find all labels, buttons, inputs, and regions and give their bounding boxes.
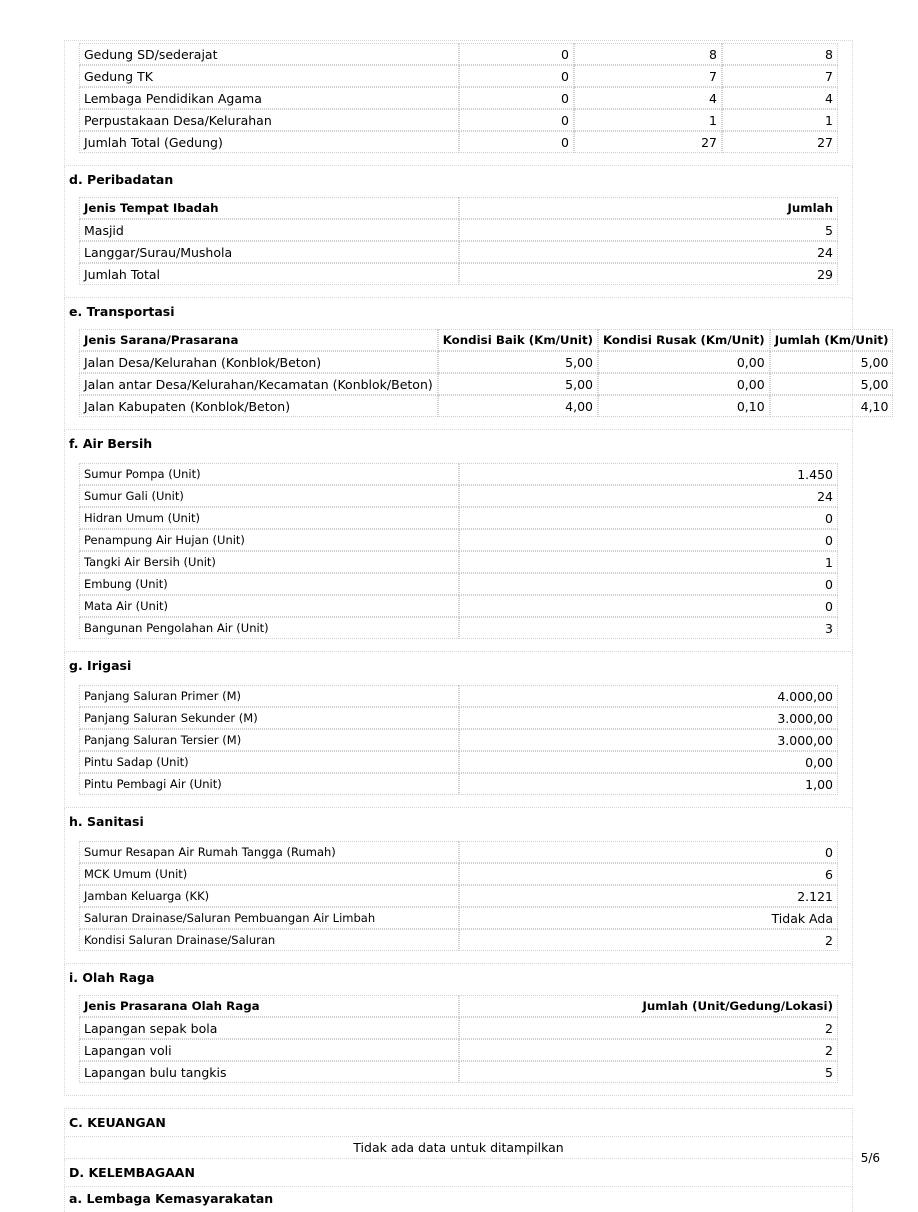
row-label: Sumur Resapan Air Rumah Tangga (Rumah) [79,841,459,863]
section-title: e. Transportasi [69,304,175,319]
table-row [79,131,838,153]
column-header: Jumlah (Unit/Gedung/Lokasi) [459,995,838,1017]
cell-value: 0 [459,131,574,153]
cell-value: 5,00 [770,373,894,395]
row-label: Perpustakaan Desa/Kelurahan [79,109,459,131]
cell-value: 5,00 [770,351,894,373]
table-row [79,219,838,241]
table-row [79,529,838,551]
sanitasi-table [79,841,838,951]
cell-value: 29 [459,263,838,285]
table-row [79,1061,838,1083]
cell-value: 0,00 [459,751,838,773]
cell-value: 3 [459,617,838,639]
table-row [79,617,838,639]
cell-value: 4,00 [438,395,598,417]
section-title: d. Peribadatan [69,172,174,187]
row-label: Gedung SD/sederajat [79,43,459,65]
no-data-message: Tidak ada data untuk ditampilkan [64,1137,853,1159]
table-row [79,485,838,507]
cell-value: 4.000,00 [459,685,838,707]
cell-value: 7 [722,65,838,87]
table-row [79,65,838,87]
table-row [79,907,838,929]
row-label: Pintu Sadap (Unit) [79,751,459,773]
row-label: Hidran Umum (Unit) [79,507,459,529]
cell-value: 0 [459,595,838,617]
row-label: Kondisi Saluran Drainase/Saluran [79,929,459,951]
row-label: Lembaga Pendidikan Agama [79,87,459,109]
row-label: Tangki Air Bersih (Unit) [79,551,459,573]
cell-value: 27 [722,131,838,153]
table-row [79,773,838,795]
table-row [79,595,838,617]
row-label: Panjang Saluran Tersier (M) [79,729,459,751]
cell-value: 4 [574,87,722,109]
column-header: Kondisi Baik (Km/Unit) [438,329,598,351]
section-title: g. Irigasi [69,658,132,673]
air-bersih-table [79,463,838,639]
row-label: Jalan Desa/Kelurahan (Konblok/Beton) [79,351,438,373]
pendidikan-table [79,43,838,153]
table-row [79,573,838,595]
cell-value: 2 [459,1017,838,1039]
irigasi-table [79,685,838,795]
cell-value: 1 [722,109,838,131]
cell-value: 5 [459,219,838,241]
column-header: Jenis Prasarana Olah Raga [79,995,459,1017]
cell-value: 2 [459,1039,838,1061]
column-header: Kondisi Rusak (Km/Unit) [598,329,770,351]
row-label: Masjid [79,219,459,241]
kelembagaan-title: D. KELEMBAGAAN [64,1159,853,1187]
row-label: MCK Umum (Unit) [79,863,459,885]
cell-value: 1,00 [459,773,838,795]
table-row [79,685,838,707]
row-label: Lapangan sepak bola [79,1017,459,1039]
cell-value: 0,10 [598,395,770,417]
section-olah-raga [64,964,853,1096]
cell-value: 2.121 [459,885,838,907]
table-row [79,751,838,773]
row-label: Gedung TK [79,65,459,87]
table-row [79,263,838,285]
table-row [79,841,838,863]
cell-value: 0 [459,841,838,863]
cell-value: 4,10 [770,395,894,417]
table-row [79,1039,838,1061]
cell-value: 3.000,00 [459,707,838,729]
section-transportasi [64,298,889,430]
section-title: i. Olah Raga [69,970,155,985]
section-irigasi [64,652,853,808]
cell-value: 1.450 [459,463,838,485]
row-label: Mata Air (Unit) [79,595,459,617]
table-row [79,507,838,529]
column-header: Jenis Sarana/Prasarana [79,329,438,351]
cell-value: 1 [574,109,722,131]
row-label: Langgar/Surau/Mushola [79,241,459,263]
section-air-bersih [64,430,853,652]
row-label: Jumlah Total [79,263,459,285]
column-header: Jenis Tempat Ibadah [79,197,459,219]
table-row [79,729,838,751]
section-title: f. Air Bersih [69,436,153,451]
row-label: Jamban Keluarga (KK) [79,885,459,907]
cell-value: 7 [574,65,722,87]
cell-value: 0 [459,43,574,65]
cell-value: 27 [574,131,722,153]
olah-raga-table [79,995,838,1083]
transportasi-table [79,329,893,417]
row-label: Jumlah Total (Gedung) [79,131,459,153]
table-row [79,373,893,395]
row-label: Pintu Pembagi Air (Unit) [79,773,459,795]
cell-value: 24 [459,241,838,263]
table-row [79,1017,838,1039]
row-label: Jalan antar Desa/Kelurahan/Kecamatan (Konblok/Beton) [79,373,438,395]
table-row [79,351,893,373]
table-row [79,551,838,573]
cell-value: 1 [459,551,838,573]
table-row [79,241,838,263]
cell-value: 0,00 [598,351,770,373]
row-label: Bangunan Pengolahan Air (Unit) [79,617,459,639]
column-header: Jumlah (Km/Unit) [770,329,894,351]
kelembagaan-subtitle: a. Lembaga Kemasyarakatan [64,1187,853,1212]
table-row [79,707,838,729]
cell-value: 0 [459,65,574,87]
row-label: Panjang Saluran Sekunder (M) [79,707,459,729]
cell-value: 0 [459,573,838,595]
cell-value: 8 [722,43,838,65]
cell-value: 5,00 [438,351,598,373]
row-label: Jalan Kabupaten (Konblok/Beton) [79,395,438,417]
table-row [79,109,838,131]
page-number: 5/6 [860,1151,880,1165]
cell-value: 24 [459,485,838,507]
row-label: Saluran Drainase/Saluran Pembuangan Air Limbah [79,907,459,929]
cell-value: 6 [459,863,838,885]
cell-value: 3.000,00 [459,729,838,751]
row-label: Sumur Gali (Unit) [79,485,459,507]
row-label: Embung (Unit) [79,573,459,595]
table-row [79,395,893,417]
section-sanitasi [64,808,853,964]
table-row [79,43,838,65]
column-header: Jumlah [459,197,838,219]
cell-value: 0 [459,529,838,551]
cell-value: 4 [722,87,838,109]
row-label: Sumur Pompa (Unit) [79,463,459,485]
cell-value: 0 [459,109,574,131]
cell-value: 5,00 [438,373,598,395]
table-row [79,863,838,885]
section-peribadatan [64,166,853,298]
peribadatan-table [79,197,838,285]
row-label: Panjang Saluran Primer (M) [79,685,459,707]
cell-value: 0,00 [598,373,770,395]
cell-value: 8 [574,43,722,65]
section-pendidikan-cont [64,40,853,166]
keuangan-title: C. KEUANGAN [64,1108,853,1137]
cell-value: 0 [459,507,838,529]
cell-value: 0 [459,87,574,109]
section-title: h. Sanitasi [69,814,144,829]
row-label: Lapangan voli [79,1039,459,1061]
cell-value: 5 [459,1061,838,1083]
table-row [79,885,838,907]
cell-value: 2 [459,929,838,951]
table-row [79,929,838,951]
table-row [79,87,838,109]
row-label: Penampung Air Hujan (Unit) [79,529,459,551]
row-label: Lapangan bulu tangkis [79,1061,459,1083]
cell-value: Tidak Ada [459,907,838,929]
table-row [79,463,838,485]
